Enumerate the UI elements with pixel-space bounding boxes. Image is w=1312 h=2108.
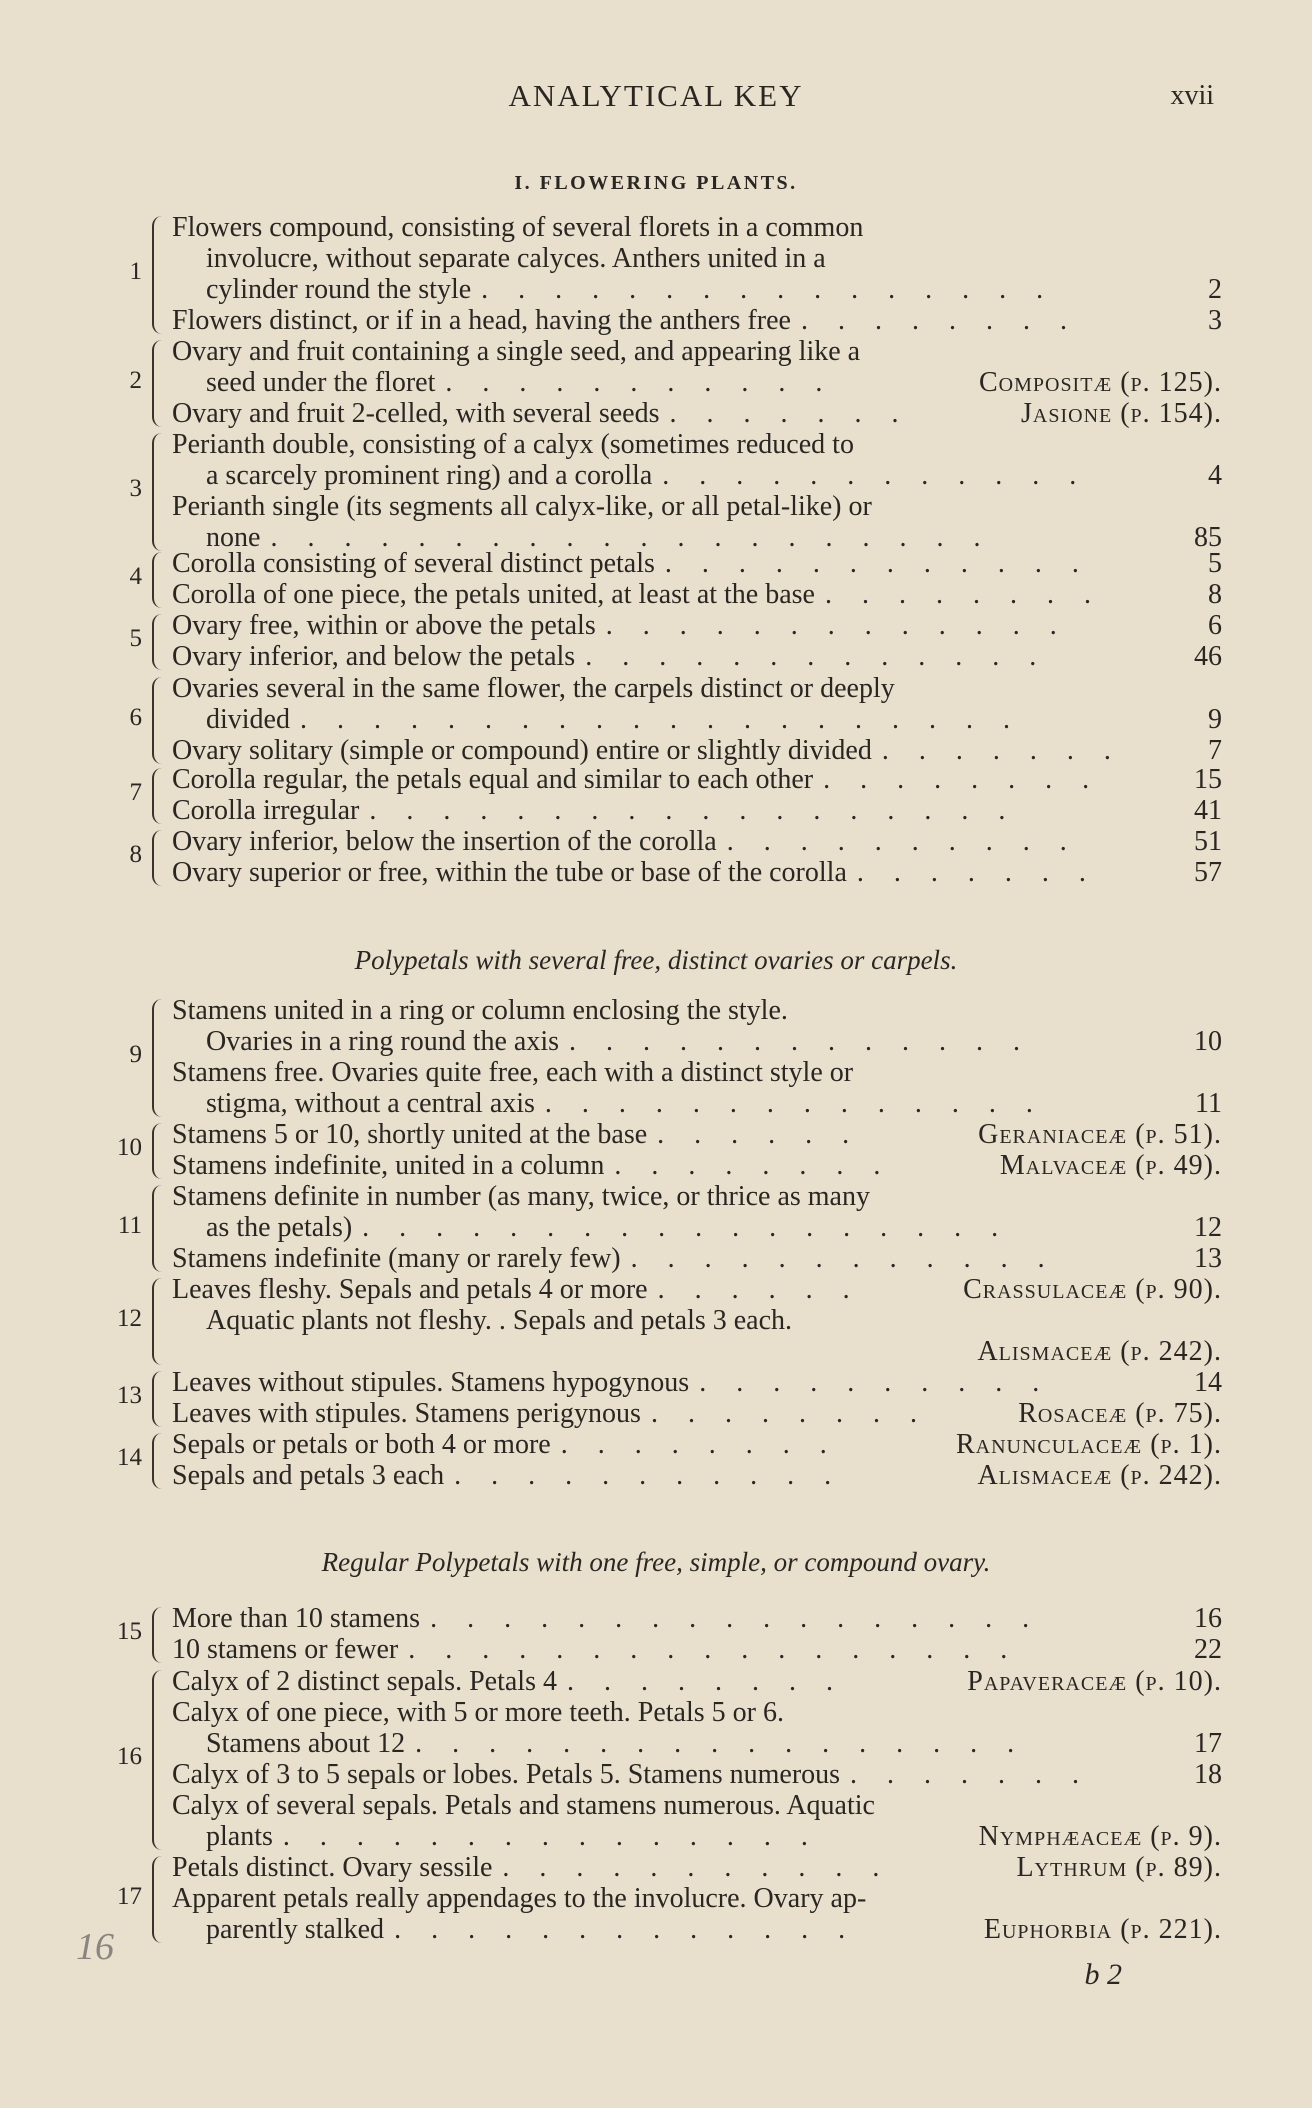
key-line — [172, 1181, 1222, 1212]
couplet-brace — [152, 216, 162, 334]
couplet-brace — [152, 1607, 162, 1663]
couplet-number: 5 — [129, 625, 142, 652]
lead-reference: 7 — [1208, 735, 1222, 766]
couplet-number: 15 — [117, 1618, 142, 1645]
key-line — [172, 764, 1222, 795]
key-line — [172, 1883, 1222, 1914]
couplet-number: 12 — [117, 1304, 142, 1332]
key-line — [206, 243, 1222, 274]
key-line — [172, 1697, 1222, 1728]
key-line — [172, 1150, 1222, 1181]
family-reference: Crassulaceæ (p. 90). — [963, 1274, 1222, 1305]
key-line-text: Ovary inferior, below the insertion of the corolla — [172, 826, 717, 857]
family-reference: Euphorbia (p. 221). — [983, 1914, 1222, 1945]
leader-dots: .................... — [300, 704, 1040, 735]
couplet-brace — [152, 768, 162, 824]
couplet-number: 7 — [129, 779, 142, 806]
key-line — [206, 1914, 1222, 1945]
key-line-text: Corolla of one piece, the petals united, at least at the base — [172, 579, 815, 610]
key-line — [172, 491, 1222, 522]
key-line — [172, 1119, 1222, 1150]
key-line-text: Ovary and fruit 2-celled, with several seeds — [172, 398, 660, 429]
lead-reference: 10 — [1194, 1026, 1222, 1057]
family-reference: Malvaceæ (p. 49). — [999, 1150, 1222, 1181]
key-line — [172, 826, 1222, 857]
leader-dots: ............ — [630, 1243, 1075, 1274]
key-line-text: Perianth single (its segments all calyx-like, or all petal-like) or — [172, 491, 872, 522]
lead-reference: 8 — [1208, 579, 1222, 610]
key-line — [172, 735, 1222, 766]
leader-dots: ....... — [856, 857, 1116, 888]
leader-dots: ................ — [481, 274, 1074, 305]
family-reference: Alismaceæ (p. 242). — [977, 1460, 1222, 1491]
key-line — [206, 1305, 1222, 1336]
section-heading-flowering: I. FLOWERING PLANTS. — [514, 172, 798, 194]
key-line-text: Sepals and petals 3 each — [172, 1460, 445, 1491]
leader-dots: ....... — [881, 735, 1141, 766]
key-line-text: Corolla irregular — [172, 795, 360, 826]
family-reference: Rosaceæ (p. 75). — [1018, 1398, 1222, 1429]
key-line-text: involucre, without separate calyces. Anthers united in a — [206, 243, 826, 274]
key-line — [172, 1634, 1222, 1665]
lead-reference: 22 — [1194, 1634, 1222, 1665]
key-line — [172, 1398, 1222, 1429]
couplet-brace — [152, 433, 162, 551]
leader-dots: .................. — [362, 1212, 1029, 1243]
couplet-number: 6 — [129, 703, 142, 731]
key-line-text: divided — [206, 704, 290, 735]
couplet-number: 10 — [117, 1134, 142, 1161]
family-reference: Geraniaceæ (p. 51). — [978, 1119, 1222, 1150]
key-line — [206, 1212, 1222, 1243]
couplet-brace — [152, 1278, 162, 1365]
couplet-number: 4 — [129, 563, 142, 590]
lead-reference: 5 — [1208, 548, 1222, 579]
lead-reference: 6 — [1208, 610, 1222, 641]
leader-dots: ............. — [605, 610, 1087, 641]
key-line — [206, 1728, 1222, 1759]
key-line-text: Corolla regular, the petals equal and similar to each other — [172, 764, 814, 795]
key-line-text: Aquatic plants not fleshy. . Sepals and petals 3 each. — [206, 1305, 793, 1336]
key-line-text: Leaves without stipules. Stamens hypogynous — [172, 1367, 690, 1398]
key-line-text: Stamens about 12 — [206, 1728, 406, 1759]
key-line-text: Leaves fleshy. Sepals and petals 4 or more — [172, 1274, 648, 1305]
page-number: xvii — [1170, 80, 1214, 111]
leader-dots: ........... — [454, 1460, 862, 1491]
leader-dots: ............. — [394, 1914, 876, 1945]
family-reference: Papaveraceæ (p. 10). — [967, 1666, 1222, 1697]
leader-dots: ........... — [445, 367, 853, 398]
leader-dots: ........ — [823, 764, 1120, 795]
key-line-text: Apparent petals really appendages to the involucre. Ovary ap- — [172, 1883, 867, 1914]
key-line-text: Stamens indefinite (many or rarely few) — [172, 1243, 621, 1274]
leader-dots: .......... — [699, 1367, 1070, 1398]
lead-reference: 57 — [1194, 857, 1222, 888]
couplet-brace — [152, 614, 162, 670]
couplet-brace — [152, 1185, 162, 1272]
key-line-text: seed under the floret — [206, 367, 436, 398]
lead-reference: 17 — [1194, 1728, 1222, 1759]
family-reference: Alismaceæ (p. 242). — [977, 1336, 1222, 1367]
key-line-text: Ovaries in a ring round the axis — [206, 1026, 560, 1057]
lead-reference: 51 — [1194, 826, 1222, 857]
key-line — [172, 305, 1222, 336]
lead-reference: 18 — [1194, 1759, 1222, 1790]
key-line — [172, 429, 1222, 460]
leader-dots: ............ — [662, 460, 1107, 491]
leader-dots: ............ — [664, 548, 1109, 579]
key-line — [172, 610, 1222, 641]
key-line-text: parently stalked — [206, 1914, 385, 1945]
key-line — [172, 1852, 1222, 1883]
leader-dots: ...... — [657, 1119, 880, 1150]
couplet-brace — [152, 1433, 162, 1489]
couplet-brace — [152, 1123, 162, 1179]
leader-dots: ............... — [282, 1821, 838, 1852]
family-reference: Compositæ (p. 125). — [978, 367, 1222, 398]
key-line — [172, 1274, 1222, 1305]
key-line — [206, 1336, 1222, 1367]
lead-reference: 13 — [1194, 1243, 1222, 1274]
key-line-text: Ovary free, within or above the petals — [172, 610, 596, 641]
key-line — [206, 1088, 1222, 1119]
leader-dots: .......... — [726, 826, 1097, 857]
leader-dots: ........ — [650, 1398, 947, 1429]
family-reference: Lythrum (p. 89). — [1016, 1852, 1222, 1883]
key-line-text: Calyx of one piece, with 5 or more teeth. Petals 5 or 6. — [172, 1697, 784, 1728]
key-line — [206, 367, 1222, 398]
key-line — [172, 1603, 1222, 1634]
key-line-text: Ovary inferior, and below the petals — [172, 641, 576, 672]
couplet-number: 2 — [129, 366, 142, 394]
lead-reference: 2 — [1208, 274, 1222, 305]
key-line-text: Calyx of several sepals. Petals and stamens numerous. Aquatic — [172, 1790, 875, 1821]
key-line — [172, 1367, 1222, 1398]
lead-reference: 16 — [1194, 1603, 1222, 1634]
couplet-brace — [152, 340, 162, 427]
leader-dots: ........ — [560, 1429, 857, 1460]
family-reference: Ranunculaceæ (p. 1). — [955, 1429, 1222, 1460]
section-heading-regular-polypetals: Regular Polypetals with one free, simple, or compound ovary. — [321, 1547, 991, 1577]
key-line-text: Flowers compound, consisting of several florets in a common — [172, 212, 864, 243]
couplet-brace — [152, 1670, 162, 1850]
leader-dots: ................. — [415, 1728, 1045, 1759]
lead-reference: 12 — [1194, 1212, 1222, 1243]
couplet-brace — [152, 999, 162, 1117]
key-line — [172, 795, 1222, 826]
lead-reference: 3 — [1208, 305, 1222, 336]
lead-reference: 41 — [1194, 795, 1222, 826]
key-line-text: Corolla consisting of several distinct petals — [172, 548, 655, 579]
key-line-text: plants — [206, 1821, 273, 1852]
key-line — [172, 398, 1222, 429]
family-reference: Jasione (p. 154). — [1021, 398, 1222, 429]
key-line — [172, 579, 1222, 610]
lead-reference: 85 — [1194, 522, 1222, 553]
key-line-text: Leaves with stipules. Stamens perigynous — [172, 1398, 641, 1429]
key-line-text: Ovary superior or free, within the tube or base of the corolla — [172, 857, 847, 888]
key-line-text: Stamens definite in number (as many, twice, or thrice as many — [172, 1181, 870, 1212]
couplet-brace — [152, 677, 162, 764]
key-line-text: Flowers distinct, or if in a head, having the anthers free — [172, 305, 791, 336]
leader-dots: ...... — [657, 1274, 880, 1305]
key-line — [172, 641, 1222, 672]
key-line — [206, 1821, 1222, 1852]
couplet-number: 3 — [129, 475, 142, 502]
key-line — [206, 460, 1222, 491]
key-line — [172, 1429, 1222, 1460]
family-reference: Nymphæaceæ (p. 9). — [978, 1821, 1222, 1852]
page-header — [0, 78, 1312, 118]
couplet-number: 17 — [117, 1882, 142, 1910]
key-line-text: none — [206, 522, 261, 553]
leader-dots: ................. — [430, 1603, 1060, 1634]
section-heading-polypetals-several: Polypetals with several free, distinct ovaries or carpels. — [354, 945, 958, 975]
leader-dots: ........ — [800, 305, 1097, 336]
key-line — [172, 857, 1222, 888]
couplet-number: 9 — [129, 1041, 142, 1068]
lead-reference: 11 — [1195, 1088, 1222, 1119]
key-line — [172, 336, 1222, 367]
key-line — [172, 1243, 1222, 1274]
lead-reference: 14 — [1194, 1367, 1222, 1398]
leader-dots: .............. — [544, 1088, 1063, 1119]
key-line-text: as the petals) — [206, 1212, 353, 1243]
key-line — [172, 212, 1222, 243]
key-line — [206, 1026, 1222, 1057]
key-line — [172, 1666, 1222, 1697]
key-line — [206, 704, 1222, 735]
key-line-text: Stamens 5 or 10, shortly united at the base — [172, 1119, 648, 1150]
key-line-text: Calyx of 2 distinct sepals. Petals 4 — [172, 1666, 557, 1697]
leader-dots: ................. — [408, 1634, 1038, 1665]
leader-dots: ........... — [502, 1852, 910, 1883]
key-line — [172, 1460, 1222, 1491]
leader-dots: .................. — [369, 795, 1036, 826]
key-line-text: cylinder round the style — [206, 274, 472, 305]
key-line-text: Petals distinct. Ovary sessile — [172, 1852, 493, 1883]
key-line — [172, 673, 1222, 704]
couplet-brace — [152, 552, 162, 608]
lead-reference: 9 — [1208, 704, 1222, 735]
couplet-number: 13 — [117, 1382, 142, 1409]
lead-reference: 4 — [1208, 460, 1222, 491]
key-line-text: a scarcely prominent ring) and a corolla — [206, 460, 653, 491]
key-line-text: Ovaries several in the same flower, the carpels distinct or deeply — [172, 673, 895, 704]
couplet-number: 1 — [129, 258, 142, 285]
leader-dots: ............. — [569, 1026, 1051, 1057]
couplet-brace — [152, 830, 162, 886]
key-line — [172, 1057, 1222, 1088]
leader-dots: ........ — [614, 1150, 911, 1181]
leader-dots: ....... — [669, 398, 929, 429]
key-line-text: Ovary solitary (simple or compound) entire or slightly divided — [172, 735, 872, 766]
key-line-text: Perianth double, consisting of a calyx (sometimes reduced to — [172, 429, 854, 460]
key-line-text: Stamens united in a ring or column enclosing the style. — [172, 995, 788, 1026]
couplet-number: 8 — [129, 841, 142, 868]
key-line-text: More than 10 stamens — [172, 1603, 421, 1634]
couplet-number: 14 — [117, 1444, 142, 1471]
leader-dots: .................... — [270, 522, 1011, 553]
lead-reference: 15 — [1194, 764, 1222, 795]
couplet-number: 16 — [117, 1743, 142, 1770]
lead-reference: 46 — [1194, 641, 1222, 672]
leader-dots: ....... — [850, 1759, 1110, 1790]
key-line — [172, 1759, 1222, 1790]
key-line — [206, 274, 1222, 305]
signature-mark: b 2 — [1084, 1958, 1122, 1991]
leader-dots: ............. — [585, 641, 1067, 672]
leader-dots: ........ — [566, 1666, 863, 1697]
running-title: ANALYTICAL KEY — [508, 78, 804, 113]
couplet-number: 11 — [117, 1211, 142, 1239]
leader-dots: ........ — [825, 579, 1121, 610]
couplet-brace — [152, 1371, 162, 1427]
key-line-text: 10 stamens or fewer — [172, 1634, 399, 1665]
key-line-text: Stamens indefinite, united in a column — [172, 1150, 605, 1181]
key-line — [172, 1790, 1222, 1821]
key-line-text: Stamens free. Ovaries quite free, each with a distinct style or — [172, 1057, 854, 1088]
key-line-text: Ovary and fruit containing a single seed, and appearing like a — [172, 336, 861, 367]
key-line — [172, 548, 1222, 579]
couplet-brace — [152, 1856, 162, 1943]
margin-note: 16 — [76, 1926, 114, 1968]
key-line-text: stigma, without a central axis — [206, 1088, 535, 1119]
key-line-text: Calyx of 3 to 5 sepals or lobes. Petals 5. Stamens numerous — [172, 1759, 841, 1790]
key-line-text: Sepals or petals or both 4 or more — [172, 1429, 551, 1460]
key-line — [172, 995, 1222, 1026]
